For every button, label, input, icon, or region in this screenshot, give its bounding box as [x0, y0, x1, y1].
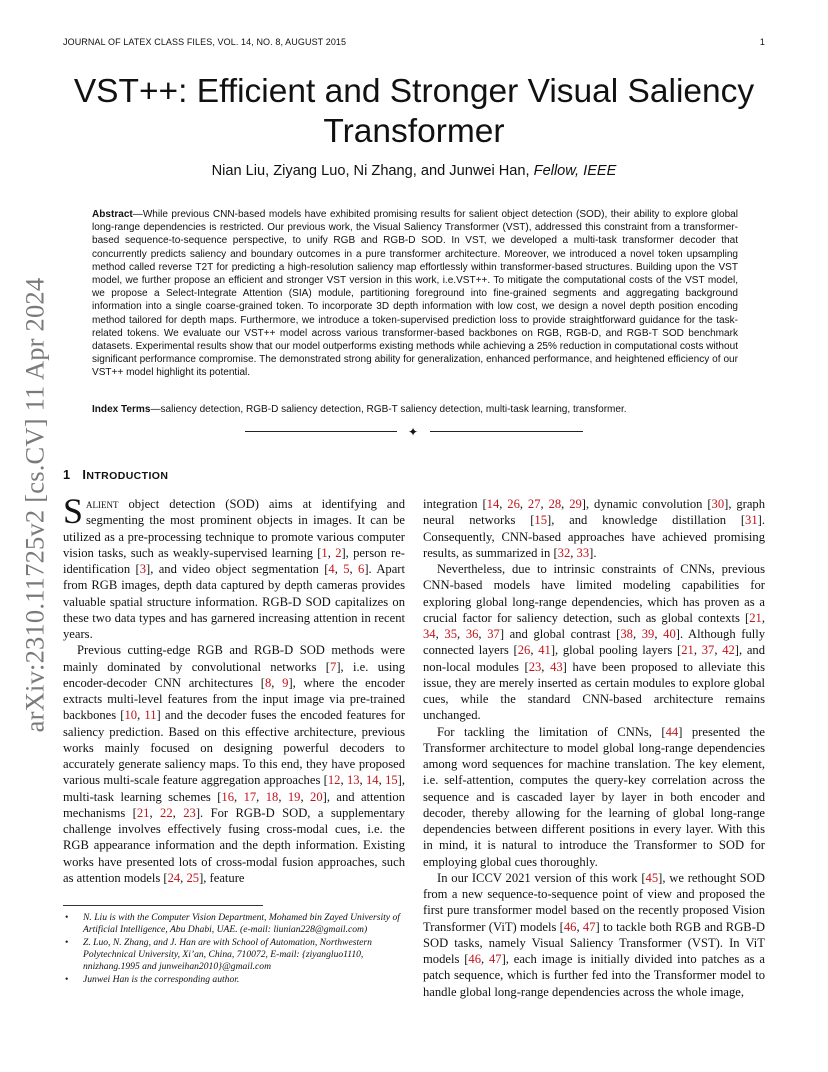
- index-terms-label: Index Terms: [92, 404, 151, 415]
- author-names: Nian Liu, Ziyang Luo, Ni Zhang, and Junwei Han,: [211, 163, 530, 179]
- citation-link[interactable]: 16: [221, 789, 234, 804]
- citation-link[interactable]: 46: [563, 919, 577, 934]
- citation-link[interactable]: 35: [444, 627, 457, 641]
- author-fellow: Fellow, IEEE: [533, 163, 617, 179]
- left-column: [63, 491, 406, 886]
- author-list: [63, 163, 765, 179]
- citation-link[interactable]: 18: [265, 789, 279, 804]
- citation-link[interactable]: 43: [550, 659, 563, 674]
- citation-link[interactable]: 21: [749, 610, 762, 625]
- paper-title: VST++: Efficient and Stronger Visual Saliency Transformer: [73, 73, 755, 150]
- citation-link[interactable]: 45: [645, 870, 659, 885]
- citation-link[interactable]: 41: [538, 643, 551, 658]
- intro-paragraph-4: Nevertheless, due to intrinsic constraints of CNNs, previous CNN-based models have limited modeling capabilities for exploring global long-range dependencies, which has proven as a crucial factor for saliency detection, such as global contexts [21, 34, 35, 36, 37] and global contrast [38, 39, 40]. Although fully connected layers [26, 41], global pooling layers [21, 37, 42], and non-local modules [23, 43] have been proposed to alleviate this issue, they are merely inserted as certain modules to explore global cues, while the standard CNN-based architecture remains unchanged.: [423, 562, 766, 723]
- citation-link[interactable]: 38: [620, 627, 633, 641]
- citation-link[interactable]: 42: [722, 643, 735, 658]
- section-separator: [0, 424, 828, 438]
- section-heading: [63, 467, 168, 482]
- page-number: 1: [759, 37, 765, 47]
- citation-link[interactable]: 20: [310, 789, 323, 804]
- citation-link[interactable]: 1: [321, 545, 328, 560]
- citation-link[interactable]: 27: [527, 497, 541, 511]
- citation-link[interactable]: 9: [282, 675, 289, 690]
- separator-line-right: [430, 431, 583, 432]
- abstract-label: Abstract: [92, 209, 133, 220]
- footnote-item: • Z. Luo, N. Zhang, and J. Han are with School of Automation, Northwestern Polytechnical University, Xi’an, China, 710072, E-mail: {ziyangluo1110, nnizhang.1995 and junweihan2010}@gmail.com: [65, 937, 372, 972]
- citation-link[interactable]: 44: [665, 724, 679, 739]
- citation-link[interactable]: 6: [358, 562, 365, 576]
- journal-header: JOURNAL OF LATEX CLASS FILES, VOL. 14, NO. 8, AUGUST 2015: [63, 37, 347, 47]
- citation-link[interactable]: 33: [576, 545, 590, 560]
- citation-link[interactable]: 34: [423, 627, 436, 641]
- citation-link[interactable]: 13: [346, 773, 360, 788]
- index-terms-text: —saliency detection, RGB-D saliency detection, RGB-T saliency detection, multi-task learning, transformer.: [150, 404, 627, 415]
- citation-link[interactable]: 22: [160, 805, 173, 820]
- citation-link[interactable]: 12: [327, 773, 341, 788]
- footnote-item: • Junwei Han is the corresponding author.: [65, 974, 240, 985]
- citation-link[interactable]: 11: [144, 708, 157, 723]
- intro-paragraph-6: In our ICCV 2021 version of this work [45], we rethought SOD from a new sequence-to-sequence point of view and proposed the first pure transformer model based on the recently proposed Vision Transformer (ViT) models [46, 47] to tackle both RGB and RGB-D SOD tasks, namely Visual Saliency Transformer (VST). In ViT models [46, 47], each image is initially divided into patches as a patch sequence, which is further fed into the Transformer model to handle global long-range dependencies across the whole image,: [423, 870, 765, 999]
- citation-link[interactable]: 28: [548, 497, 562, 511]
- citation-link[interactable]: 5: [343, 562, 350, 576]
- bullet-icon: •: [65, 937, 69, 948]
- citation-link[interactable]: 14: [486, 497, 500, 511]
- citation-link[interactable]: 3: [139, 562, 146, 576]
- citation-link[interactable]: 46: [468, 952, 481, 966]
- citation-link[interactable]: 40: [663, 627, 676, 641]
- citation-link[interactable]: 25: [186, 870, 200, 885]
- intro-paragraph-1: Salient object detection (SOD) aims at identifying and segmenting the most prominent objects in images. It can be utilized as a pre-processing technique to promote various computer vision tasks, such as weakly-supervised learning [1, 2], person re-identification [3], and video object segmentation [4, 5, 6]. Apart from RGB images, depth data captured by depth cameras provides valuable spatial structure information. RGB-D SOD capitalizes on these two data types and has garnered increasing attention in recent years.: [63, 491, 406, 641]
- abstract: [92, 208, 738, 380]
- section-title-rest: NTRODUCTION: [86, 470, 169, 482]
- intro-paragraph-5: For tackling the limitation of CNNs, [44] presented the Transformer architecture to model global long-range dependencies among word sequences for machine translation. The key element, i.e. self-attention, computes the query-key correlation across the sequence and is cascaded layer by layer in both encoder and decoder, thereby allowing for the learning of global long-range dependencies between different positions in every layer. With this in mind, it is natural to introduce the Transformer to SOD for employing global cues thoroughly.: [423, 724, 765, 869]
- citation-link[interactable]: 21: [136, 805, 150, 820]
- citation-link[interactable]: 2: [335, 545, 342, 560]
- citation-link[interactable]: 10: [124, 708, 138, 723]
- diamond-icon: ✦: [408, 425, 419, 439]
- citation-link[interactable]: 37: [701, 643, 715, 658]
- intro-paragraph-3: integration [14, 26, 27, 28, 29], dynamic convolution [30], graph neural networks [15], and knowledge distillation [31]. Consequently, CNN-based approaches have achieved promising results, as summarized in [32, 33].: [423, 497, 766, 560]
- citation-link[interactable]: 26: [517, 643, 531, 658]
- opening-smallcaps: alient: [86, 497, 119, 511]
- citation-link[interactable]: 47: [488, 952, 502, 966]
- bullet-icon: •: [65, 974, 69, 985]
- index-terms: [92, 403, 738, 416]
- citation-link[interactable]: 14: [366, 773, 379, 788]
- citation-link[interactable]: 23: [183, 805, 196, 820]
- citation-link[interactable]: 39: [641, 627, 655, 641]
- abstract-text: —While previous CNN-based models have exhibited promising results for salient object detection (SOD), their ability to explore global long-range dependencies is restricted. Our previous work, the Visual Saliency Transformer (VST), addressed this constraint from a transformer-based sequence-to-sequence perspective, to unify RGB and RGB-D SOD. In VST, we developed a multi-task transformer decoder that concurrently predicts saliency and boundary outcomes in a pure transformer architecture. Moreover, we introduced a novel token upsampling method called reverse T2T for predicting a high-resolution saliency map effortlessly within transformer-based structures. Building upon the VST model, we further propose an efficient and stronger VST version in this work, i.e.VST++. To mitigate the computational costs of the VST model, we propose a Select-Integrate Attention (SIA) module, partitioning foreground into fine-grained segments and aggregating background information into a single coarse-grained token. To incorporate 3D depth information with low cost, we design a novel depth position encoding method tailored for depth maps. Furthermore, we introduce a token-supervised prediction loss to provide straightforward guidance for the task-related tokens. We evaluate our VST++ model across various transformer-based backbones on RGB, RGB-D, and RGB-T SOD benchmark datasets. Experimental results show that our model outperforms existing methods while achieving a 25% reduction in computational costs without significant performance compromise. The demonstrated strong ability for generalization, enhanced performance, and heightened efficiency of our VST++ model highlight its potential.: [92, 209, 738, 379]
- section-number: 1: [63, 467, 71, 482]
- running-header: [63, 37, 765, 47]
- citation-link[interactable]: 32: [557, 545, 571, 560]
- footnote-item: • N. Liu is with the Computer Vision Department, Mohamed bin Zayed University of Artificial Intelligence, Abu Dhabi, UAE. (e-mail: liunian228@gmail.com): [65, 912, 400, 935]
- citation-link[interactable]: 4: [328, 562, 335, 576]
- bullet-icon: •: [65, 912, 69, 923]
- right-column: [423, 496, 765, 1000]
- citation-link[interactable]: 31: [745, 513, 758, 528]
- section-initial: I: [82, 467, 87, 482]
- citation-link[interactable]: 19: [287, 789, 301, 804]
- citation-link[interactable]: 37: [487, 627, 500, 641]
- citation-link[interactable]: 8: [264, 675, 272, 690]
- intro-paragraph-2: Previous cutting-edge RGB and RGB-D SOD methods were mainly dominated by convolutional networks [7], i.e. using encoder-decoder CNN architectures [8, 9], where the encoder extracts multi-level features from the input image via pre-trained backbones [10, 11] and the decoder fuses the encoded features for saliency prediction. Based on this effective architecture, previous works mainly focused on designing powerful decoders to accurately generate saliency maps. To this end, they have proposed various multi-scale feature aggregation approaches [12, 13, 14, 15], multi-task learning schemes [16, 17, 18, 19, 20], and attention mechanisms [21, 22, 23]. For RGB-D SOD, a supplementary challenge involves effectively fusing cross-modal cues, i.e. the RGB appearance information and the depth information. Existing works have presented lots of cross-modal fusion approaches, such as attention models [24, 25], feature: [63, 643, 406, 885]
- citation-link[interactable]: 29: [569, 497, 582, 511]
- citation-link[interactable]: 21: [681, 643, 694, 658]
- arxiv-stamp-text: arXiv:2310.11725v2 [cs.CV] 11 Apr 2024: [19, 277, 50, 733]
- citation-link[interactable]: 36: [465, 627, 479, 641]
- citation-link[interactable]: 47: [582, 919, 596, 934]
- citation-link[interactable]: 15: [534, 513, 548, 528]
- drop-cap: S: [63, 491, 84, 531]
- citation-link[interactable]: 24: [167, 870, 181, 885]
- footnotes: [63, 912, 405, 987]
- separator-line-left: [245, 431, 397, 432]
- citation-link[interactable]: 26: [507, 497, 520, 511]
- footnote-rule: [63, 905, 263, 906]
- citation-link[interactable]: 15: [385, 773, 398, 788]
- citation-link[interactable]: 23: [528, 659, 542, 674]
- arxiv-stamp[interactable]: [19, 277, 50, 733]
- citation-link[interactable]: 30: [711, 497, 725, 511]
- citation-link[interactable]: 17: [243, 789, 257, 804]
- citation-link[interactable]: 7: [330, 659, 337, 674]
